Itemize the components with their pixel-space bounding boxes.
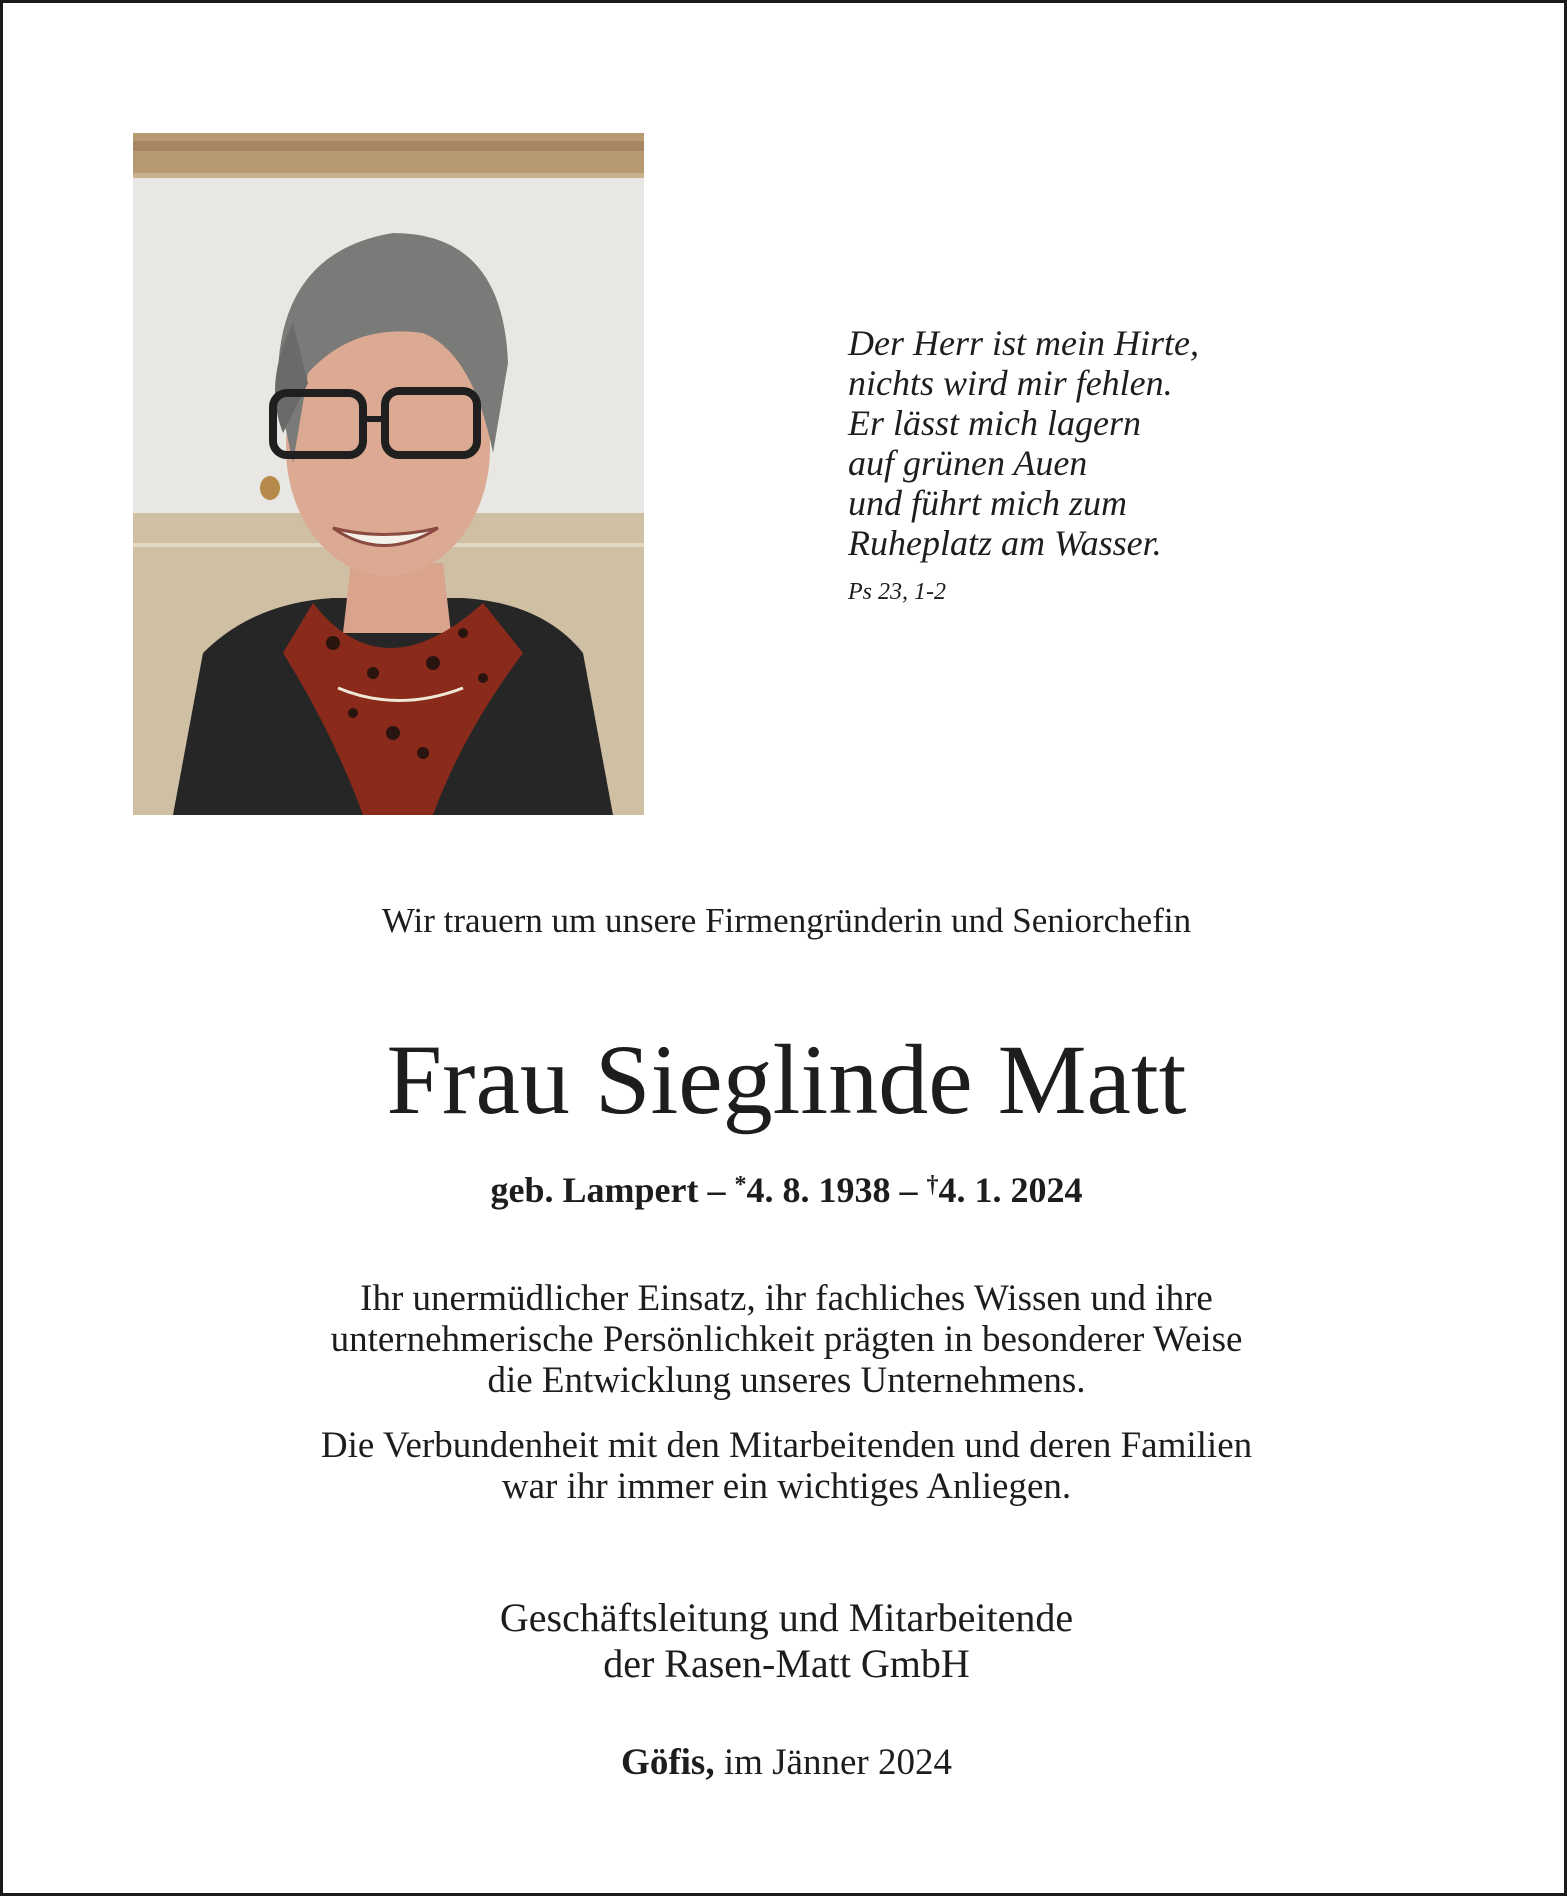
tribute-line: unternehmerische Persönlichkeit prägten in besonderer Weise (330, 1319, 1243, 1360)
signature-line: der Rasen-Matt GmbH (603, 1641, 970, 1686)
verse-line: und führt mich zum (848, 483, 1127, 523)
birth-date: 4. 8. 1938 (746, 1170, 891, 1210)
date-separator: – (899, 1170, 918, 1210)
verse-line: auf grünen Auen (848, 443, 1088, 483)
tribute-line: Die Verbundenheit mit den Mitarbeitenden und deren Familien (320, 1425, 1253, 1466)
place-town: Göfis, (621, 1742, 715, 1783)
verse-source: Ps 23, 1-2 (848, 579, 946, 605)
portrait-photo (133, 133, 644, 815)
tribute-line: Ihr unermüdlicher Einsatz, ihr fachliches Wissen und ihre (360, 1278, 1213, 1319)
verse-line: Ruheplatz am Wasser. (848, 523, 1162, 563)
tribute-paragraph (3, 1278, 1567, 1401)
place-month: im Jänner 2024 (723, 1742, 952, 1783)
place-date (3, 1741, 1567, 1784)
date-separator: – (707, 1170, 726, 1210)
death-date: 4. 1. 2024 (938, 1170, 1083, 1210)
verse-line: Der Herr ist mein Hirte, (848, 323, 1199, 363)
tribute-line: die Entwicklung unseres Unternehmens. (487, 1360, 1086, 1401)
psalm-verse (848, 323, 1408, 606)
signature-block (3, 1595, 1567, 1687)
tribute-paragraph (3, 1425, 1567, 1507)
intro-text: Wir trauern um unsere Firmengründerin und Seniorchefin (381, 901, 1192, 940)
portrait-illustration (133, 133, 644, 815)
deceased-name: Frau Sieglinde Matt (386, 1024, 1187, 1135)
life-dates (3, 1169, 1567, 1211)
tribute-line: war ihr immer ein wichtiges Anliegen. (501, 1466, 1072, 1507)
maiden-name: geb. Lampert (490, 1170, 699, 1210)
verse-line: nichts wird mir fehlen. (848, 363, 1173, 403)
birth-star-icon: * (734, 1172, 747, 1198)
death-cross-icon: † (926, 1172, 939, 1198)
verse-line: Er lässt mich lagern (848, 403, 1141, 443)
signature-line: Geschäftsleitung und Mitarbeitende (499, 1595, 1074, 1640)
